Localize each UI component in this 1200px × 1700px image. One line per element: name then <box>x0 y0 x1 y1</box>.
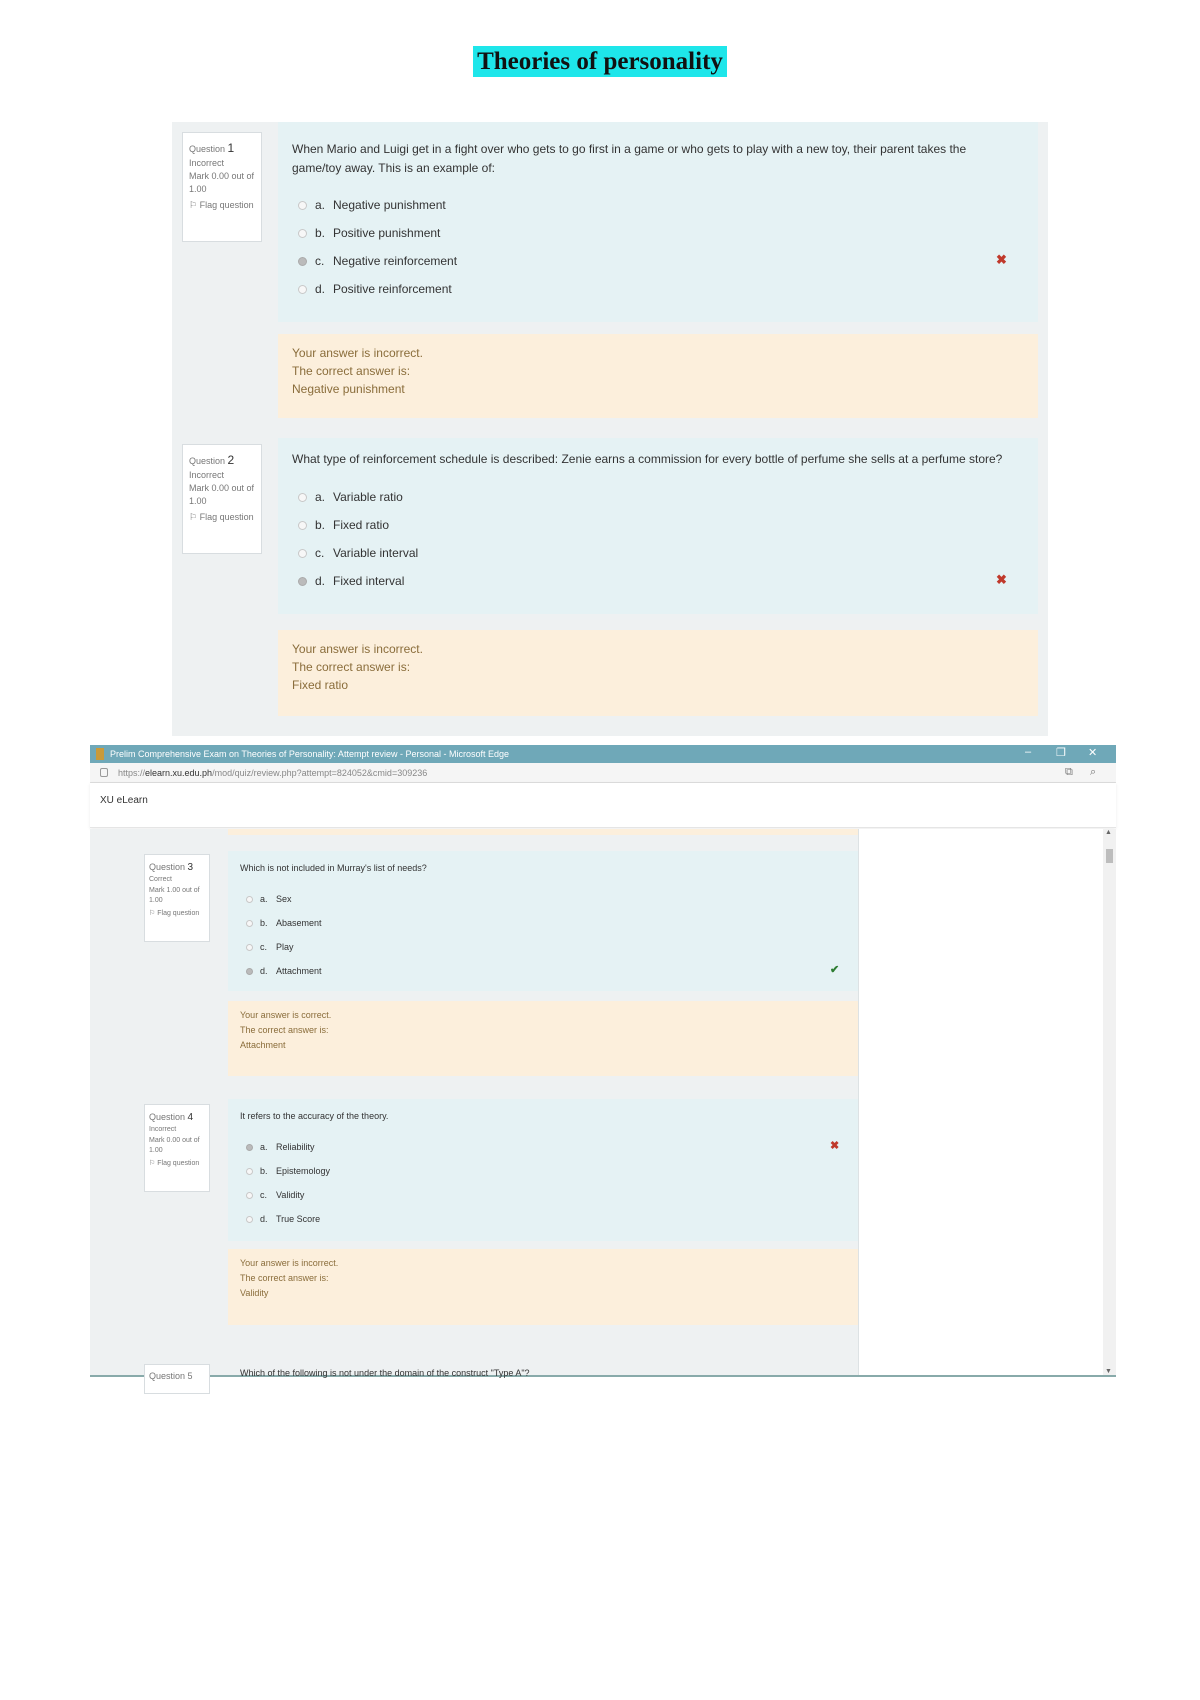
question-info-box <box>144 1364 210 1394</box>
radio-button-selected[interactable] <box>298 577 307 586</box>
feedback-result: Your answer is incorrect. <box>240 1258 339 1268</box>
feedback-box <box>278 630 1038 716</box>
site-header <box>90 783 1116 828</box>
flag-icon: ⚐ <box>149 1159 156 1167</box>
feedback-result: Your answer is incorrect. <box>292 642 423 656</box>
radio-button[interactable] <box>246 1192 253 1199</box>
quiz-screenshot-1 <box>172 122 1048 736</box>
radio-button[interactable] <box>246 1216 253 1223</box>
cross-icon: ✖ <box>996 572 1007 587</box>
answer-option-c[interactable]: c. Play <box>246 942 294 952</box>
cross-icon: ✖ <box>830 1140 840 1152</box>
feedback-correct-answer: Fixed ratio <box>292 678 349 692</box>
answer-option-a[interactable]: a. Negative punishment <box>298 198 446 212</box>
question-number: Question 5 <box>149 1371 193 1381</box>
question-mark: Mark 1.00 out of 1.00 <box>149 886 200 904</box>
question-info-box <box>144 854 210 942</box>
question-content <box>228 1099 858 1241</box>
question-content <box>278 438 1038 614</box>
feedback-correct-answer: Negative punishment <box>292 382 405 396</box>
radio-button[interactable] <box>298 229 307 238</box>
address-bar[interactable] <box>90 763 1116 783</box>
window-titlebar <box>90 745 1116 763</box>
radio-button-selected[interactable] <box>298 257 307 266</box>
radio-button[interactable] <box>246 944 253 951</box>
answer-option-b[interactable]: b. Fixed ratio <box>298 518 389 532</box>
radio-button[interactable] <box>298 521 307 530</box>
feedback-correct-label: The correct answer is: <box>240 1273 329 1283</box>
question-info-box <box>182 444 262 554</box>
answer-option-a[interactable]: a. Reliability <box>246 1142 315 1152</box>
question-content <box>278 122 1038 322</box>
document-title: Theories of personality <box>0 48 1200 76</box>
answer-option-a[interactable]: a. Sex <box>246 894 292 904</box>
window-title: Prelim Comprehensive Exam on Theories of Personality: Attempt review - Personal - Microsoft Edge <box>110 749 509 759</box>
answer-option-d[interactable]: d. Positive reinforcement <box>298 282 452 296</box>
answer-option-c[interactable]: c. Negative reinforcement <box>298 254 457 268</box>
answer-option-d[interactable]: d. Fixed interval <box>298 574 404 588</box>
radio-button[interactable] <box>298 201 307 210</box>
vertical-scrollbar[interactable] <box>1103 829 1116 1375</box>
answer-option-d[interactable]: d. Attachment <box>246 966 322 976</box>
answer-option-c[interactable]: c. Variable interval <box>298 546 418 560</box>
feedback-correct-label: The correct answer is: <box>240 1025 329 1035</box>
answer-option-b[interactable]: b. Epistemology <box>246 1166 330 1176</box>
flag-question-link[interactable]: ⚐ Flag question <box>149 1159 200 1167</box>
feedback-box <box>228 1249 858 1325</box>
question-state: Incorrect <box>189 158 225 169</box>
feedback-correct-label: The correct answer is: <box>292 364 411 378</box>
question-mark: Mark 0.00 out of 1.00 <box>149 1136 200 1154</box>
answer-option-a[interactable]: a. Variable ratio <box>298 490 403 504</box>
check-icon: ✔ <box>830 964 840 976</box>
feedback-correct-label: The correct answer is: <box>292 660 411 674</box>
question-text: When Mario and Luigi get in a fight over who gets to go first in a game or who gets to play with a new toy, their parent takes the game/toy away. This is an example of: <box>292 142 967 175</box>
answer-option-b[interactable]: b. Abasement <box>246 918 322 928</box>
scroll-up-icon[interactable]: ▲ <box>1105 829 1112 836</box>
answer-option-c[interactable]: c. Validity <box>246 1190 304 1200</box>
flag-icon: ⚐ <box>189 511 198 522</box>
previous-feedback-box <box>228 829 858 835</box>
scroll-down-icon[interactable]: ▼ <box>1105 1368 1112 1375</box>
feedback-result: Your answer is correct. <box>240 1010 332 1020</box>
right-side-column <box>858 829 1103 1375</box>
question-text: What type of reinforcement schedule is described: Zenie earns a commission for every bottle of perfume she sells at a perfume store? <box>292 452 1003 466</box>
feedback-box <box>278 334 1038 418</box>
radio-button-selected[interactable] <box>246 968 253 975</box>
zoom-icon[interactable]: ⌕ <box>1090 766 1097 778</box>
question-number: Question 2 <box>189 453 235 467</box>
radio-button[interactable] <box>298 549 307 558</box>
browser-window-screenshot <box>90 745 1116 1381</box>
app-icon <box>96 748 104 760</box>
page-viewport <box>90 829 1103 1381</box>
flag-question-link[interactable]: ⚐ Flag question <box>149 909 200 917</box>
answer-option-b[interactable]: b. Positive punishment <box>298 226 440 240</box>
question-state: Incorrect <box>189 470 225 481</box>
feedback-box <box>228 1001 858 1076</box>
question-state: Correct <box>149 876 172 883</box>
restore-icon[interactable]: ❐ <box>1056 747 1066 759</box>
question-info-box <box>182 132 262 242</box>
question-text: It refers to the accuracy of the theory. <box>240 1111 389 1121</box>
flag-icon: ⚐ <box>189 199 198 210</box>
feedback-result: Your answer is incorrect. <box>292 346 423 360</box>
site-name[interactable]: XU eLearn <box>100 795 148 806</box>
question-state: Incorrect <box>149 1126 177 1133</box>
question-text: Which of the following is not under the domain of the construct "Type A"? <box>240 1368 530 1378</box>
question-content <box>228 851 858 991</box>
cross-icon: ✖ <box>996 252 1007 267</box>
flag-question-link[interactable]: ⚐ Flag question <box>189 511 254 522</box>
question-mark: Mark 0.00 out of 1.00 <box>189 171 255 195</box>
flag-question-link[interactable]: ⚐ Flag question <box>189 199 254 210</box>
reading-view-icon[interactable]: ⧉ <box>1065 766 1073 778</box>
question-info-box <box>144 1104 210 1192</box>
question-mark: Mark 0.00 out of 1.00 <box>189 483 255 507</box>
minimize-icon[interactable]: – <box>1025 746 1032 758</box>
question-text: Which is not included in Murray's list of needs? <box>240 863 427 873</box>
question-number: Question 4 <box>149 1112 194 1123</box>
radio-button-selected[interactable] <box>246 1144 253 1151</box>
radio-button[interactable] <box>298 493 307 502</box>
radio-button[interactable] <box>246 920 253 927</box>
radio-button[interactable] <box>246 896 253 903</box>
url-text[interactable]: https://elearn.xu.edu.ph/mod/quiz/review.php?attempt=824052&cmid=309236 <box>118 767 428 778</box>
feedback-correct-answer: Validity <box>240 1288 269 1298</box>
flag-icon: ⚐ <box>149 909 156 917</box>
radio-button[interactable] <box>246 1168 253 1175</box>
lock-icon <box>100 768 108 777</box>
feedback-correct-answer: Attachment <box>240 1040 286 1050</box>
close-icon[interactable]: ✕ <box>1088 747 1098 759</box>
question-number: Question 3 <box>149 862 194 873</box>
radio-button[interactable] <box>298 285 307 294</box>
question-number: Question 1 <box>189 141 235 155</box>
answer-option-d[interactable]: d. True Score <box>246 1214 320 1224</box>
scrollbar-thumb[interactable] <box>1106 849 1113 863</box>
